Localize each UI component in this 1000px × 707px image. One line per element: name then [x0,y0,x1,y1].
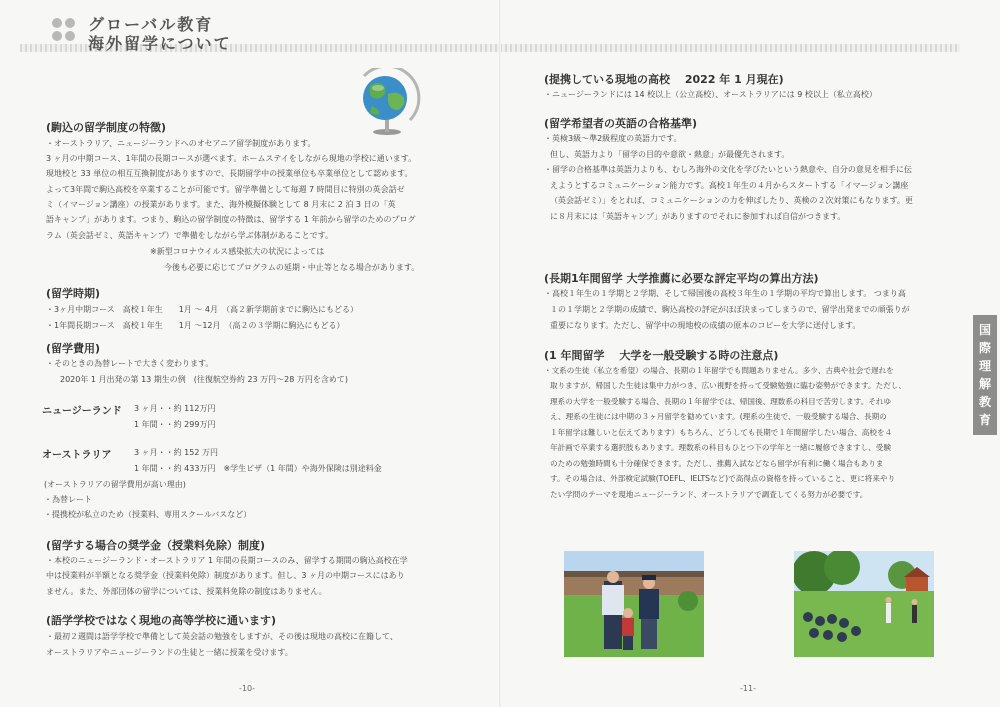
side-tab-char: 教 [978,395,991,409]
reason-line: ・為替レート [44,495,92,504]
section-heading-cost: (留学費用) [46,342,101,355]
photo-students-uniform [564,551,704,657]
page-number-right: -11- [740,684,756,693]
side-tab-char: 際 [978,341,991,355]
photo-students-field [794,551,934,657]
text-line: ・高校１年生の１学期と２学期、そして帰国後の高校３年生の１学期の平均で算出します。 つまり高 [544,289,906,298]
section-heading-timing: (留学時期) [46,287,101,300]
text-line: 3 ヶ月の中期コース、1年間の長期コースが選べます。ホームステイをしながら現地の学校に通います。 [46,154,417,163]
cost-label-au: オーストラリア [42,450,112,461]
section-heading-partner-schools: (提携している現地の高校 2022 年 1 月現在) [544,73,784,86]
section-heading-gpa: (長期1年間留学 大学推薦に必要な評定平均の算出方法) [544,272,819,285]
side-tab-char: 解 [978,377,991,391]
note-line: ※新型コロナウイルス感染拡大の状況によっては [150,247,325,256]
reason-line: (オーストラリアの留学費用が高い理由) [44,480,186,489]
text-line: ・ニュージーランドには 14 校以上（公立高校）、オーストラリアには 9 校以上（私立高校） [544,90,877,99]
text-line: ・3ヶ月中期コース 高校１年生 1月 〜 4月 （高２新学期前までに駒込にもどる） [46,305,358,314]
text-line: ミ（イマージョン講座）の授業があります。また、海外模擬体験として 8 月末に 2 泊 3 日の「英 [46,200,396,209]
side-tab-international-education [973,315,997,435]
text-line: ・最初２週間は語学学校で準備として英会話の勉強をしますが、その後は現地の高校に在籍して、 [46,632,398,641]
section-heading-general-exam: (1 年間留学 大学を一般受験する時の注意点) [544,349,779,362]
text-line: １の１学期と２学期の成績で、駒込高校の評定がほぼ決まってしまうので、留学出発までの頑張りが [550,305,910,314]
text-line: 但し、英語力より「留学の目的や意欲・熱意」が最優先されます。 [550,150,790,159]
text-line: ・そのときの為替レートで大きく変わります。 [46,359,214,368]
section-heading-scholarship: (留学する場合の奨学金（授業料免除）制度) [46,539,266,552]
text-line: 現地校と 33 単位の相互互換制度がありますので、長期留学中の授業単位も卒業単位として認めます。 [46,169,413,178]
text-line: ・留学の合格基準は英語力よりも、むしろ海外の文化を学びたいという熱意や、自分の意見を相手に伝 [544,165,912,174]
text-line: ・文系の生徒（私立を希望）の場合、長期の１年留学でも問題ありません。多少、古典や社会で遅れを [544,366,894,375]
text-line: １年留学は難しいと伝えてあります）もちろん、どうしても長期で１年間留学したい場合、高校を４ [550,428,893,437]
text-line: 2020年 1 月出発の第 13 期生の例 (往復航空券約 23 万円〜28 万円を含めて) [60,375,349,384]
text-line: よって3年間で駒込高校を卒業することが可能です。留学準備として毎週 7 時間目に特別の英会話ゼ [46,185,405,194]
text-line: 取りますが、帰国した生徒は集中力がつき、広い視野を持って受験勉強に臨む姿勢ができます。ただし、 [550,381,906,390]
cost-line: 3 ヶ月・・約 152 万円 [134,448,218,457]
text-line: 中は授業料が半額となる奨学金（授業料免除）制度があります。但し、3 ヶ月の中期コースにはあり [46,571,405,580]
side-tab-char: 育 [978,413,991,427]
text-line: オーストラリアやニュージーランドの生徒と一緒に授業を受けます。 [46,648,293,657]
text-line: ・本校のニュージーランド・オーストラリア 1 年間の長期コースのみ、留学する期間の駒込高校在学 [46,556,408,565]
text-line: （英会話ゼミ）」をとれば、コミュニケーションの力を伸ばしたり、英検の２次対策にもなります。更 [550,196,913,205]
text-line: のための勉強時間も十分確保できます。ただし、推薦入試などなら留学が有利に働く場合もありま [550,459,884,468]
section-heading-english-criteria: (留学希望者の英語の合格基準) [544,117,698,130]
text-line: ・1年間長期コース 高校１年生 1月 〜12月 （高２の３学期に駒込にもどる） [46,321,345,330]
cost-line: 3 ヶ月・・約 112万円 [134,404,216,413]
side-tab-char: 国 [978,323,991,337]
page-title-line2: 海外留学について [88,34,232,53]
reason-line: ・提携校が私立のため（授業料、専用スクールバスなど） [44,510,252,519]
side-tab-char: 理 [978,359,991,373]
right-page [500,0,1000,707]
cost-label-nz: ニュージーランド [42,406,122,417]
page-title-line1: グローバル教育 [88,15,214,34]
text-line: 重要になります。ただし、留学中の現地校の成績の原本のコピーを大学に送付します。 [550,321,861,330]
text-line: 年計画で卒業する選択肢もあります。理数系の科目もひとつ下の学年と一緒に履修できますし、受験 [550,443,891,452]
text-line: え、理系の生徒には中期の３ヶ月留学を勧めています。(理系の生徒で、一般受験する場合、長期の [550,412,887,421]
text-line: ・英検3級〜準2級程度の英語力です。 [544,134,682,143]
section-heading-features: (駒込の留学制度の特徴) [46,121,167,134]
text-line: に８月末には「英語キャンプ」がありますのでそれに参加すれば自信がつきます。 [550,212,846,221]
section-heading-language-school: (語学学校ではなく現地の高等学校に通います) [46,614,277,627]
text-line: す。その場合は、外部検定試験(TOEFL、IELTSなど)で高得点の資格を持っていること、更に将来やり [550,474,896,483]
text-line: ラム（英会話ゼミ、英語キャンプ）で準備をしながら学ぶ体制があることです。 [46,231,334,240]
globe-icon [350,68,424,136]
text-line: ません。また、外部団体の留学については、授業料免除の制度はありません。 [46,587,327,596]
text-line: たい学問のテーマを現地ニュージーランド、オーストラリアで調査してくる努力が必要です。 [550,490,868,499]
text-line: えようとするコミュニケーション能力です。高校１年生の４月からスタートする「イマージョン講座 [550,181,909,190]
page-number-left: -10- [239,684,255,693]
text-line: ・オーストラリア、ニュージーランドへのオセアニア留学制度があります。 [46,139,316,148]
cost-line: 1 年間・・約 433万円 ※学生ビザ（1 年間）や海外保険は別途料金 [134,464,382,473]
cost-line: 1 年間・・約 299万円 [134,420,216,429]
text-line: 語キャンプ」があります。つまり、駒込の留学制度の特徴は、留学する 1 年前から留学のためのプログ [46,215,416,224]
text-line: 理系の大学を一般受験する場合、長期の１年留学では、帰国後、理数系の科目で苦労します。それゆ [550,397,892,406]
note-line: 今後も必要に応じてプログラムの延期・中止等となる場合があります。 [164,263,420,272]
